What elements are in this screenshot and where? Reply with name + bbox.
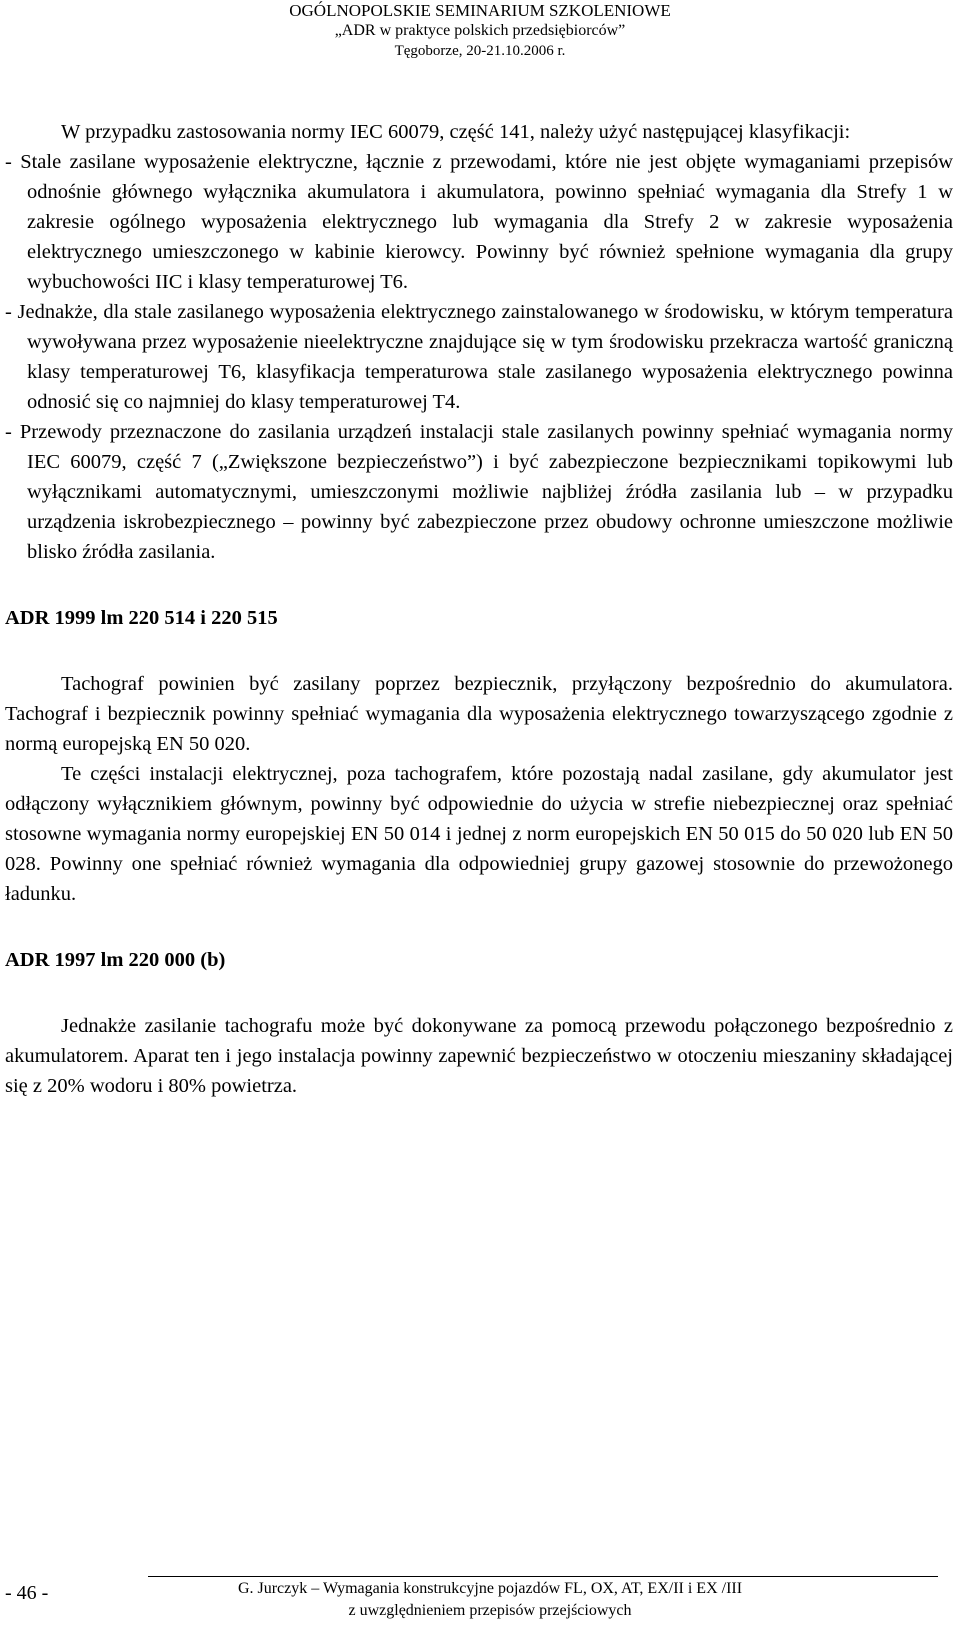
page-header <box>0 1 960 61</box>
section2-paragraph-1: Jednakże zasilanie tachografu może być dokonywane za pomocą przewodu połączonego bezpośrednio z akumulatorem. Aparat ten i jego instalacja powinny zapewnić bezpieczeństwo w otoczeniu mieszaniny składającej się z 20% wodoru i 80% powietrza. <box>5 1015 953 1097</box>
page-footer <box>150 1578 830 1622</box>
footer-rule <box>148 1576 938 1577</box>
header-place-date: Tęgoborze, 20-21.10.2006 r. <box>394 43 566 59</box>
section-heading-adr-1999: ADR 1999 lm 220 514 i 220 515 <box>5 607 278 629</box>
section1-paragraph-2: Te części instalacji elektrycznej, poza tachografem, które pozostają nadal zasilane, gdy akumulator jest odłączony wyłącznikiem głównym, powinny być odpowiednie do użycia w strefie niebezpiecznej oraz spełniać stosowne wymagania normy europejskiej EN 50 014 i jednej z norm europejskich EN 50 015 do 50 020 lub EN 50 028. Powinny one spełniać również wymagania dla odpowiedniej grupy gazowej stosownie do przewożonego ładunku. <box>5 763 953 905</box>
spacer <box>5 975 953 1011</box>
header-seminar-subtitle: „ADR w praktyce polskich przedsiębiorców” <box>334 22 626 39</box>
intro-paragraph: W przypadku zastosowania normy IEC 60079, część 141, należy użyć następującej klasyfikacji: <box>61 121 851 143</box>
list-item-1: - Stale zasilane wyposażenie elektryczne, łącznie z przewodami, które nie jest objęte wymaganiami przepisów odnośnie głównego wyłącznika akumulatora i akumulatora, powinno spełniać wymagania dla Strefy 1 w zakresie ogólnego wyposażenia elektrycznego lub wymagania dla Strefy 2 w zakresie wyposażenia elektrycznego umieszczonego w kabinie kierowcy. Powinny być również spełnione wymagania dla grupy wybuchowości IIC i klasy temperaturowej T6. <box>5 151 953 293</box>
header-seminar-title: OGÓLNOPOLSKIE SEMINARIUM SZKOLENIOWE <box>289 1 671 20</box>
section-heading-adr-1997: ADR 1997 lm 220 000 (b) <box>5 949 226 971</box>
spacer <box>5 567 953 603</box>
spacer <box>5 633 953 669</box>
list-item-3: - Przewody przeznaczone do zasilania urządzeń instalacji stale zasilanych powinny spełniać wymagania normy IEC 60079, część 7 („Zwiększone bezpieczeństwo”) i być zabezpieczone bezpiecznikami topikowymi lub wyłącznikami automatycznymi, umieszczonymi możliwie najbliżej źródła zasilania lub – w przypadku urządzenia iskrobezpiecznego – powinny być zabezpieczone przez obudowy ochronne umieszczone możliwie blisko źródła zasilania. <box>5 421 953 563</box>
spacer <box>5 909 953 945</box>
page-number: - 46 - <box>5 1582 49 1604</box>
footer-author-title: G. Jurczyk – Wymagania konstrukcyjne pojazdów FL, OX, AT, EX/II i EX /III <box>237 1580 743 1597</box>
list-item-2: - Jednakże, dla stale zasilanego wyposażenia elektrycznego zainstalowanego w środowisku, w którym temperatura wywoływana przez wyposażenie nieelektryczne znajdujące się w tym środowisku przekracza wartość graniczną klasy temperaturowej T6, klasyfikacja temperaturowa stale zasilanego wyposażenia elektrycznego powinna odnosić się co najmniej do klasy temperaturowej T4. <box>5 301 953 413</box>
footer-subtitle: z uwzględnieniem przepisów przejściowych <box>348 1602 632 1619</box>
section1-paragraph-1: Tachograf powinien być zasilany poprzez bezpiecznik, przyłączony bezpośrednio do akumulatora. Tachograf i bezpiecznik powinny spełniać wymagania dla wyposażenia elektrycznego towarzyszącego zgodnie z normą europejską EN 50 020. <box>5 673 953 755</box>
document-body <box>5 117 953 1101</box>
